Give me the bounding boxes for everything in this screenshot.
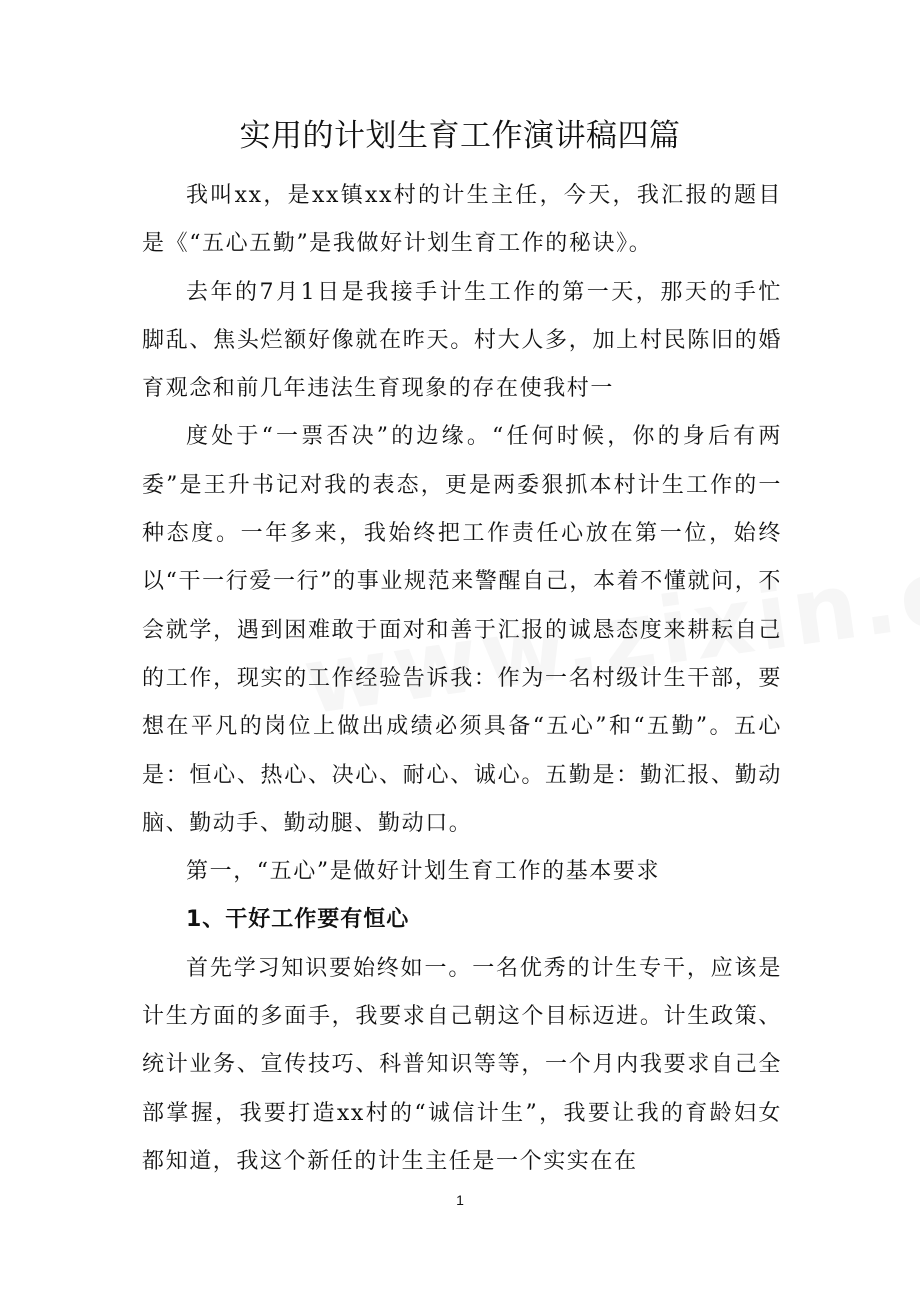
paragraph-learning: 首先学习知识要始终如一。一名优秀的计生专干，应该是计生方面的多面手，我要求自己朝这个目标迈进。计生政策、统计业务、宣传技巧、科普知识等等，一个月内我要求自己全部掌握，我要打造xx村的“诚信计生”，我要让我的育龄妇女都知道，我这个新任的计生主任是一个实实在在: [142, 955, 782, 1174]
section-heading-first: 第一，“五心”是做好计划生育工作的基本要求: [186, 859, 661, 885]
paragraph-first-day: 去年的7月1日是我接手计生工作的第一天，那天的手忙脚乱、焦头烂额好像就在昨天。村大人多，加上村民陈旧的婚育观念和前几年违法生育现象的存在使我村一: [142, 279, 782, 402]
paragraph-intro: 我叫xx，是xx镇xx村的计生主任，今天，我汇报的题目是《“五心五勤”是我做好计划生育工作的秘诀》。: [142, 183, 782, 257]
subheading-perseverance: 1、干好工作要有恒心: [186, 907, 410, 933]
page-number: 1: [456, 1192, 464, 1208]
paragraph-five-hearts: 度处于“一票否决”的边缘。“任何时候，你的身后有两委”是王升书记对我的表态，更是两委狠抓本村计生工作的一种态度。一年多来，我始终把工作责任心放在第一位，始终以“干一行爱一行”的事业规范来警醒自己，本着不懂就问，不会就学，遇到困难敢于面对和善于汇报的诚恳态度来耕耘自己的工作，现实的工作经验告诉我：作为一名村级计生干部，要想在平凡的岗位上做出成绩必须具备“五心”和“五勤”。五心是：恒心、热心、决心、耐心、诚心。五勤是：勤汇报、勤动脑、勤动手、勤动腿、勤动口。: [142, 424, 782, 836]
document-title: 实用的计划生育工作演讲稿四篇: [239, 118, 681, 154]
document-body: [142, 172, 782, 1186]
